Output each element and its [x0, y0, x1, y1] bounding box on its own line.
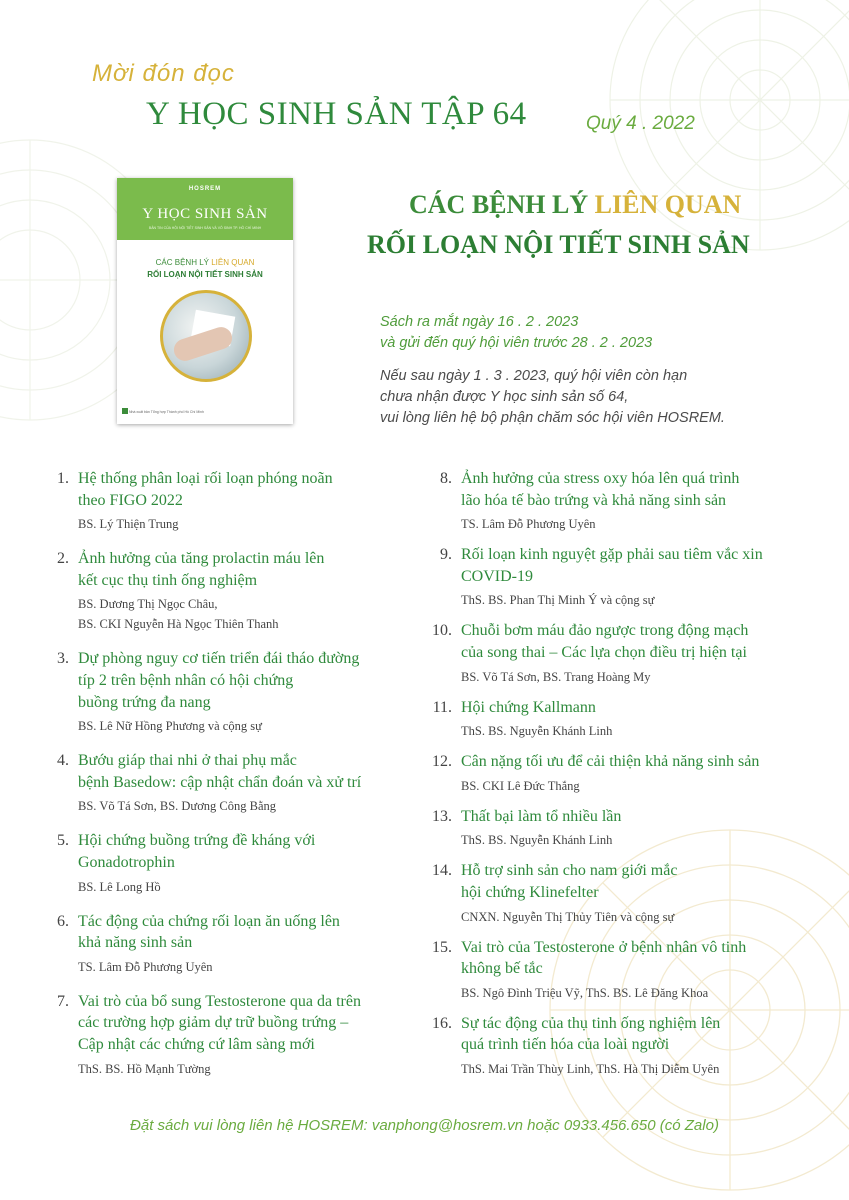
article-number: 5. — [57, 832, 69, 850]
article-title: Cân nặng tối ưu để cải thiện khả năng sinh sản — [461, 753, 760, 771]
article-title: Thất bại làm tổ nhiều lần — [461, 807, 622, 825]
article-title: Gonadotrophin — [78, 853, 175, 871]
article-title: Chuỗi bơm máu đảo ngược trong động mạch — [461, 622, 749, 640]
article-title: các trường hợp giảm dự trữ buồng trứng – — [78, 1014, 349, 1032]
article-item — [42, 648, 402, 736]
article-authors: CNXN. Nguyễn Thị Thủy Tiên và cộng sự — [461, 909, 675, 924]
article-title: típ 2 trên bệnh nhân có hội chứng — [78, 671, 294, 689]
article-title: Ảnh hưởng của stress oxy hóa lên quá trình — [461, 470, 740, 487]
article-title: kết cục thụ tinh ống nghiệm — [78, 571, 258, 589]
book-cover-image — [117, 178, 293, 424]
article-authors: BS. Võ Tá Sơn, BS. Trang Hoàng My — [461, 669, 651, 684]
article-authors: ThS. BS. Nguyễn Khánh Linh — [461, 724, 613, 739]
article-item — [42, 548, 402, 634]
article-number: 2. — [57, 550, 69, 568]
article-authors: BS. Dương Thị Ngọc Châu, — [78, 597, 218, 612]
article-item — [42, 991, 402, 1079]
article-title: lão hóa tế bào trứng và khả năng sinh sản — [461, 491, 727, 509]
article-item — [425, 697, 825, 742]
article-title: Vai trò của bổ sung Testosterone qua da trên — [78, 992, 361, 1010]
order-contact: Đặt sách vui lòng liên hệ HOSREM: vanphong@hosrem.vn hoặc 0933.456.650 (có Zalo) — [130, 1117, 719, 1134]
article-item — [425, 860, 825, 926]
article-title: của song thai – Các lựa chọn điều trị hiện tại — [461, 643, 747, 661]
article-number: 3. — [57, 650, 69, 668]
article-authors: BS. CKI Nguyễn Hà Ngọc Thiên Thanh — [78, 617, 279, 632]
article-number: 16. — [432, 1014, 452, 1032]
book-subtitle-line1: CÁC BỆNH LÝ LIÊN QUAN — [409, 190, 742, 219]
article-title: Cập nhật các chứng cứ lâm sàng mới — [78, 1035, 315, 1053]
article-title: Rối loạn kinh nguyệt gặp phải sau tiêm vắc xin — [461, 546, 763, 564]
article-item — [42, 911, 402, 977]
article-title: Hội chứng buồng trứng đề kháng với — [78, 832, 316, 850]
article-authors: BS. Ngô Đình Triệu Vỹ, ThS. BS. Lê Đăng Khoa — [461, 985, 709, 1000]
book-cover-heading-line2: RỐI LOẠN NỘI TIẾT SINH SẢN — [147, 270, 263, 279]
book-cover-photo — [160, 290, 252, 382]
article-title: theo FIGO 2022 — [78, 491, 183, 509]
issue-quarter: Quý 4 . 2022 — [586, 113, 695, 134]
article-authors: ThS. BS. Hồ Mạnh Tường — [78, 1061, 211, 1076]
article-authors: BS. Lê Nữ Hồng Phương và cộng sự — [78, 719, 262, 734]
article-item — [42, 750, 402, 816]
article-authors: ThS. Mai Trần Thùy Linh, ThS. Hà Thị Diễm Uyên — [461, 1061, 720, 1076]
article-title: buồng trứng đa nang — [78, 693, 211, 711]
article-item — [42, 830, 402, 896]
article-number: 4. — [57, 752, 69, 770]
article-number: 15. — [432, 938, 452, 956]
article-title: Vai trò của Testosterone ở bệnh nhân vô tinh — [461, 938, 747, 956]
article-title: hội chứng Klinefelter — [461, 883, 599, 901]
article-number: 11. — [432, 698, 452, 716]
book-cover-publisher: Nhà xuất bản Tổng hợp Thành phố Hồ Chí Minh — [129, 410, 204, 414]
article-authors: TS. Lâm Đỗ Phương Uyên — [461, 517, 596, 532]
article-item — [425, 937, 825, 1003]
article-authors: ThS. BS. Nguyễn Khánh Linh — [461, 833, 613, 848]
article-number: 6. — [57, 912, 69, 930]
book-cover-brand: HOSREM — [188, 186, 222, 192]
book-cover-heading: CÁC BỆNH LÝ LIÊN QUAN — [155, 258, 255, 267]
article-authors: TS. Lâm Đỗ Phương Uyên — [78, 959, 213, 974]
article-title: Hỗ trợ sinh sản cho nam giới mắc — [461, 862, 678, 880]
article-item — [425, 751, 825, 796]
article-item — [425, 620, 825, 686]
article-item — [425, 1013, 825, 1079]
article-item — [425, 468, 825, 534]
book-subtitle-line2: RỐI LOẠN NỘI TIẾT SINH SẢN — [367, 230, 750, 259]
article-authors: ThS. BS. Phan Thị Minh Ý và cộng sự — [461, 593, 655, 608]
article-title: Dự phòng nguy cơ tiến triển đái tháo đường — [78, 650, 360, 668]
article-number: 1. — [57, 470, 69, 487]
article-number: 12. — [432, 753, 452, 771]
release-info: Sách ra mắt ngày 16 . 2 . 2023 và gửi đến quý hội viên trước 28 . 2 . 2023 — [380, 314, 653, 351]
book-cover-title: Y HỌC SINH SẢN — [142, 206, 268, 222]
article-number: 8. — [440, 470, 452, 487]
article-item — [425, 806, 825, 851]
book-cover-subtitle: BẢN TIN CỦA HỘI NỘI TIẾT SINH SẢN VÀ VÔ SINH TP. HỒ CHÍ MINH — [148, 226, 262, 230]
article-authors: BS. CKI Lê Đức Thắng — [461, 778, 580, 793]
article-title: Bướu giáp thai nhi ở thai phụ mắc — [78, 752, 297, 770]
article-title: quá trình tiến hóa của loài người — [461, 1036, 670, 1054]
article-title: Tác động của chứng rối loạn ăn uống lên — [78, 912, 340, 930]
article-title: Sự tác động của thụ tinh ống nghiệm lên — [461, 1014, 721, 1032]
article-number: 14. — [432, 862, 452, 880]
article-authors: BS. Võ Tá Sơn, BS. Dương Công Bằng — [78, 799, 277, 814]
page-title: Y HỌC SINH SẢN TẬP 64 — [146, 96, 527, 132]
article-number: 13. — [432, 807, 452, 825]
article-title: Ảnh hưởng của tăng prolactin máu lên — [78, 550, 325, 568]
article-title: không bế tắc — [461, 960, 543, 978]
article-list-right — [425, 468, 825, 1089]
article-title: bệnh Basedow: cập nhật chẩn đoán và xử trí — [78, 773, 362, 791]
article-title: Hội chứng Kallmann — [461, 698, 596, 716]
publisher-logo-icon — [122, 408, 128, 414]
article-authors: BS. Lê Long Hồ — [78, 879, 161, 894]
invite-text: Mời đón đọc — [92, 60, 235, 87]
article-title: COVID-19 — [461, 567, 533, 585]
article-item — [425, 544, 825, 610]
article-list-left — [42, 468, 402, 1093]
article-number: 7. — [57, 992, 69, 1010]
article-number: 9. — [440, 546, 452, 564]
article-number: 10. — [432, 622, 452, 640]
member-notice: Nếu sau ngày 1 . 3 . 2023, quý hội viên còn hạn chưa nhận được Y học sinh sản số 64, vui lòng liên hệ bộ phận chăm sóc hội viên HOSREM. — [380, 368, 725, 426]
article-authors: BS. Lý Thiện Trung — [78, 517, 179, 532]
article-title: Hệ thống phân loại rối loạn phóng noãn — [78, 470, 333, 487]
article-item — [42, 468, 402, 534]
article-title: khả năng sinh sản — [78, 934, 193, 952]
